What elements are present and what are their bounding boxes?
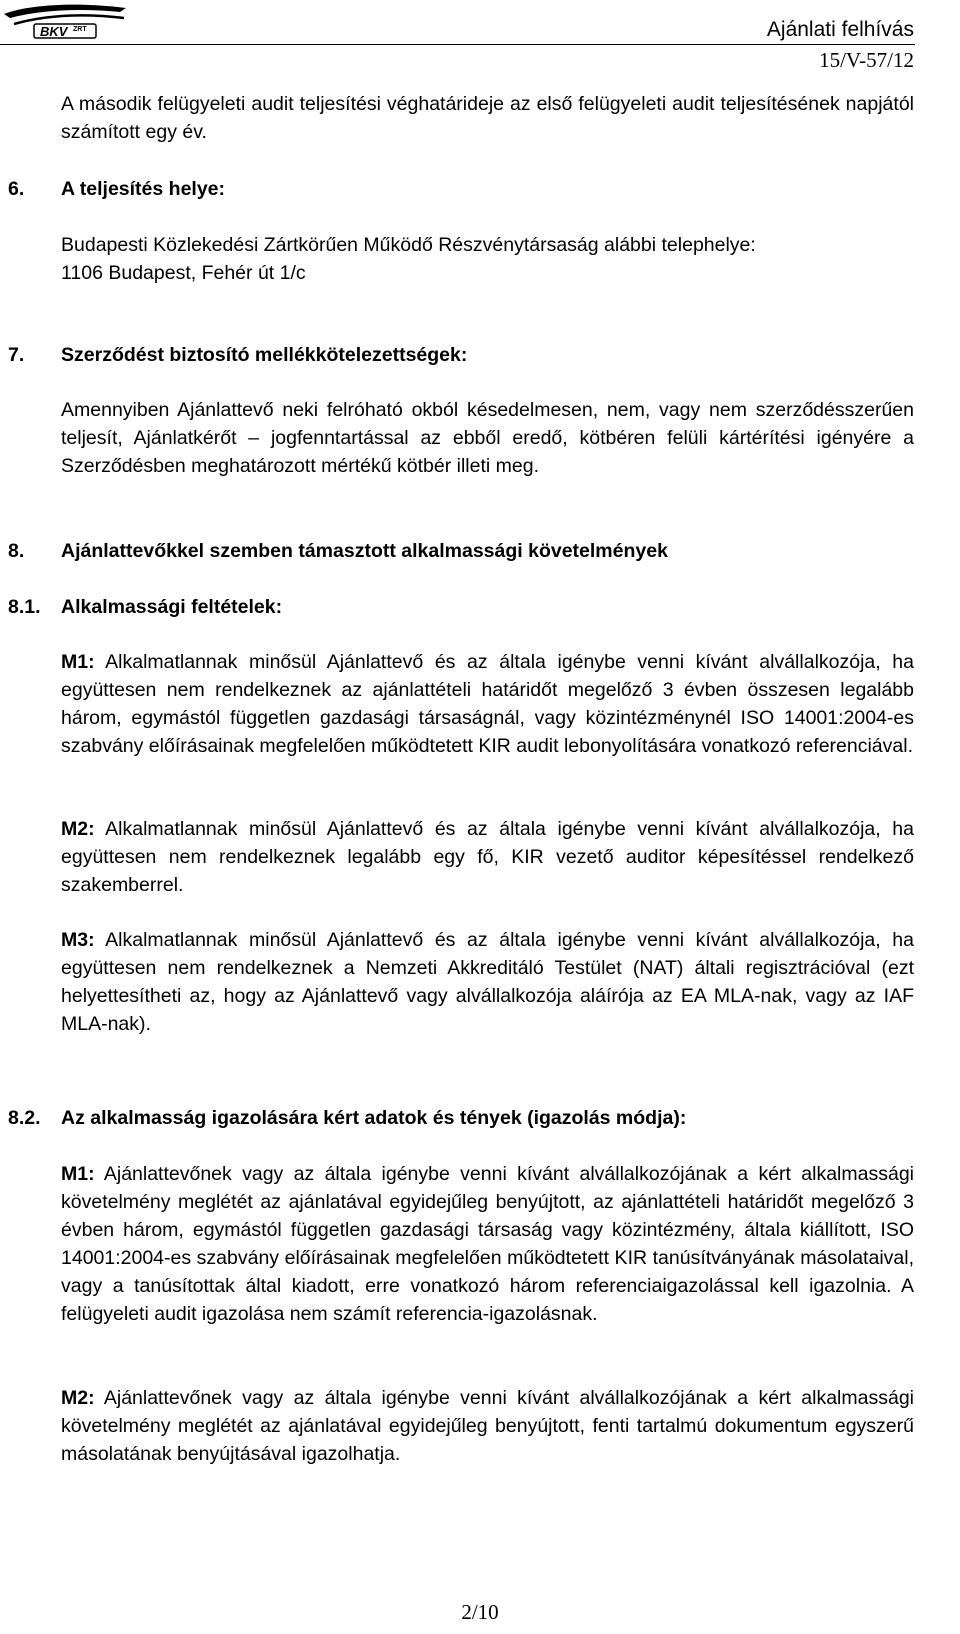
section-heading bbox=[8, 341, 914, 369]
section-title: Az alkalmasság igazolására kért adatok és tények (igazolás módja): bbox=[61, 1107, 687, 1129]
logo-sup: ZRT bbox=[73, 26, 87, 33]
section-title: Szerződést biztosító mellékkötelezettségek: bbox=[61, 344, 468, 366]
section-8-1-heading bbox=[8, 593, 914, 621]
requirement-label: M3: bbox=[61, 929, 95, 951]
header-divider bbox=[0, 44, 915, 45]
section-number: 8.2. bbox=[8, 1107, 41, 1129]
proof-text: Ajánlattevőnek vagy az általa igénybe venni kívánt alvállalkozójának a kért alkalmassági követelmény meglétét az ajánlatával egyidejűleg benyújtott, fenti tartalmú dokumentum egyszerű másolatának benyújtásával igazolhatja. bbox=[61, 1387, 914, 1465]
section-number: 8. bbox=[8, 540, 25, 562]
proof-paragraph bbox=[61, 1160, 914, 1328]
section-heading bbox=[8, 593, 914, 621]
section-title: Ajánlattevőkkel szemben támasztott alkalmassági követelmények bbox=[61, 540, 668, 562]
requirement-paragraph bbox=[61, 815, 914, 899]
section-7-heading bbox=[8, 341, 914, 369]
proof-text: Ajánlattevőnek vagy az általa igénybe venni kívánt alvállalkozójának a kért alkalmassági követelmény meglétét az ajánlatával egyidejűleg benyújtott, az ajánlattételi határidőt megelőző 3 évben három, egymástól független gazdasági társaság vagy közintézmény, általa kiállított, ISO 14001:2004-es szabvány előírásainak megfelelően működtetett KIR tanúsítványának másolataival, vagy a tanúsítottak által kiadott, erre vonatkozó három referenciaigazolással kell igazolnia. A felügyeleti audit igazolása nem számít referencia-igazolásnak. bbox=[61, 1163, 914, 1325]
requirement-paragraph bbox=[61, 648, 914, 760]
page-number: 2/10 bbox=[461, 1600, 499, 1624]
logo-text: BKV bbox=[40, 24, 68, 39]
section-heading bbox=[8, 1104, 914, 1132]
section-number: 8.1. bbox=[8, 596, 41, 618]
section-6-address: 1106 Budapest, Fehér út 1/c bbox=[61, 262, 306, 284]
section-7-body bbox=[61, 396, 914, 480]
requirement-label: M2: bbox=[61, 818, 95, 840]
section-heading bbox=[8, 537, 914, 565]
proof-paragraph bbox=[61, 1384, 914, 1468]
section-6-heading bbox=[8, 175, 914, 203]
section-title: Alkalmassági feltételek: bbox=[61, 596, 283, 618]
section-6-body bbox=[61, 231, 914, 287]
bkv-logo bbox=[0, 0, 132, 44]
section-number: 6. bbox=[8, 178, 25, 200]
intro-paragraph: A második felügyeleti audit teljesítési véghatárideje az első felügyeleti audit teljesítésének napjától számított egy év. bbox=[61, 93, 914, 143]
section-7-paragraph: Amennyiben Ajánlattevő neki felróható okból késedelmesen, nem, vagy nem szerződésszerűen teljesít, Ajánlatkérőt – jogfenntartással az ebből eredő, kötbéren felüli kártérítési igényére a Szerződésben meghatározott mértékű kötbér illeti meg. bbox=[61, 399, 914, 477]
section-8-1-m1 bbox=[61, 648, 914, 760]
section-8-heading bbox=[8, 537, 914, 565]
section-number: 7. bbox=[8, 344, 25, 366]
section-8-2-m2 bbox=[61, 1384, 914, 1468]
requirement-text: Alkalmatlannak minősül Ajánlattevő és az általa igénybe venni kívánt alvállalkozója, ha együttesen nem rendelkeznek a Nemzeti Akkreditáló Testület (NAT) általi regisztrációval (ezt helyettesítheti az, hogy az Ajánlattevő vagy alvállalkozója aláírója az EA MLA-nak, vagy az IAF MLA-nak). bbox=[61, 929, 914, 1035]
proof-label: M2: bbox=[61, 1387, 95, 1409]
section-title: A teljesítés helye: bbox=[61, 178, 226, 200]
requirement-text: Alkalmatlannak minősül Ajánlattevő és az általa igénybe venni kívánt alvállalkozója, ha együttesen nem rendelkeznek legalább egy fő, KIR vezető auditor képesítéssel rendelkező szakemberrel. bbox=[61, 818, 914, 896]
section-8-1-m3 bbox=[61, 926, 914, 1038]
section-8-1-m2 bbox=[61, 815, 914, 899]
document-type: Ajánlati felhívás bbox=[766, 18, 914, 41]
section-8-2-heading bbox=[8, 1104, 914, 1132]
requirement-text: Alkalmatlannak minősül Ajánlattevő és az általa igénybe venni kívánt alvállalkozója, ha együttesen nem rendelkeznek az ajánlattételi határidőt megelőző 3 évben összesen legalább három, egymástól független gazdasági társaságnál, vagy közintézménynél ISO 14001:2004-es szabvány előírásainak megfelelően működtetett KIR audit lebonyolítására vonatkozó referenciával. bbox=[61, 651, 914, 757]
section-6-paragraph: Budapesti Közlekedési Zártkörűen Működő Részvénytársaság alábbi telephelye: bbox=[61, 234, 756, 256]
requirement-paragraph bbox=[61, 926, 914, 1038]
section-8-2-m1 bbox=[61, 1160, 914, 1328]
requirement-label: M1: bbox=[61, 651, 95, 673]
section-heading bbox=[8, 175, 914, 203]
proof-label: M1: bbox=[61, 1163, 95, 1185]
document-code: 15/V-57/12 bbox=[819, 48, 914, 72]
intro-block bbox=[61, 90, 914, 146]
